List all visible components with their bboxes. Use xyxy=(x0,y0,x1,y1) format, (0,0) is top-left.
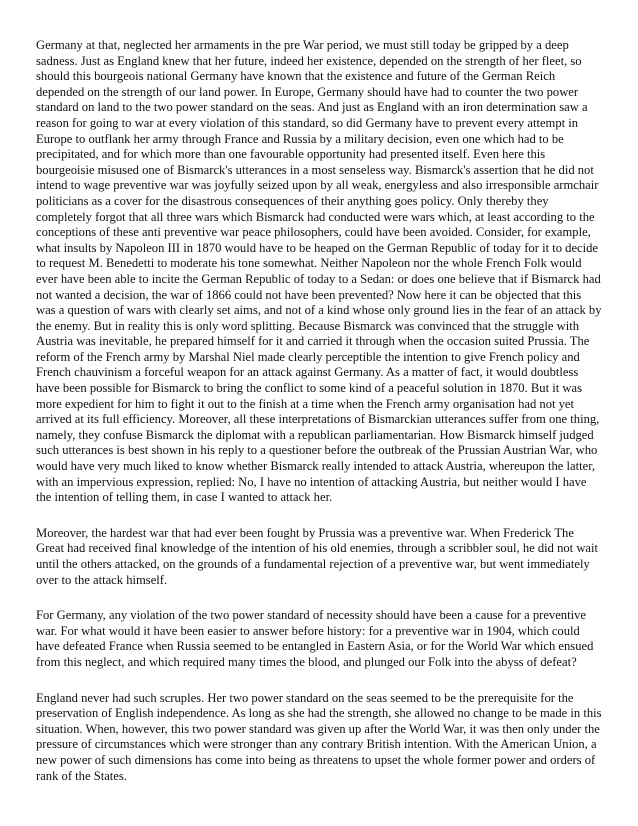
paragraph: Moreover, the hardest war that had ever been fought by Prussia was a preventive war. When Frederick The Great had received final knowledge of the intention of his old enemies, through a scribbler soul, he did not wait until the others attacked, on the grounds of a fundamental rejection of a preventive war, but went immediately over to the attack himself. xyxy=(36,525,599,587)
paragraph: Germany at that, neglected her armaments in the pre War period, we must still today be gripped by a deep sadness. Just as England knew that her future, indeed her existence, depended on the strength of her fleet, so should this bourgeois national Germany have known that the existence and future of the German Reich depended on the strength of our land power. In Europe, Germany should have had to counter the two power standard on land to the two power standard on the seas. And just as England with an iron determination saw a reason for going to war at every violation of this standard, so did Germany have to prevent every attempt in Europe to outflank her army through France and Russia by a military decision, even one which had to be precipitated, and for which more than one favourable opportunity had presented itself. Even here this bourgeoisie misused one of Bismarck's utterances in a most senseless way. Bismarck's assertion that he did not intend to wage preventive war was joyfully seized upon by all weak, energyless and also irresponsible armchair politicians as a cover for the disastrous consequences of their anything goes policy. Only thereby they completely forgot that all three wars which Bismarck had conducted were wars which, at least according to the conceptions of these anti preventive war peace philosophers, could have been avoided. Consider, for example, what insults by Napoleon III in 1870 would have to be heaped on the German Republic of today for it to decide to request M. Benedetti to moderate his tone somewhat. Neither Napoleon nor the whole French Folk would ever have been able to incite the German Republic of today to a Sedan: or does one believe that if Bismarck had not wanted a decision, the war of 1866 could not have been prevented? Now here it can be objected that this was a question of wars with clearly set aims, and not of a kind whose only ground lies in the fear of an attack by the enemy. But in reality this is only word splitting. Because Bismarck was convinced that the struggle with Austria was inevitable, he prepared himself for it and carried it through when the occasion suited Prussia. The reform of the French army by Marshal Niel made clearly perceptible the intention to give French policy and French chauvinism a forceful weapon for an attack against Germany. As a matter of fact, it would doubtless have been possible for Bismarck to bring the conflict to some kind of a peaceful solution in 1870. But it was more expedient for him to fight it out to the finish at a time when the French army organisation had not yet arrived at its full efficiency. Moreover, all these interpretations of Bismarckian utterances suffer from one thing, namely, they confuse Bismarck the diplomat with a republican parliamentarian. How Bismarck himself judged such utterances is best shown in his reply to a questioner before the outbreak of the Prussian Austrian War, who would have very much liked to know whether Bismarck really intended to attack Austria, whereupon the latter, with an impervious expression, replied: No, I have no intention of attacking Austria, but neither would I have the intention of telling them, in case I wanted to attack her. xyxy=(36,38,602,505)
document-page xyxy=(36,38,602,804)
paragraph: England never had such scruples. Her two power standard on the seas seemed to be the prerequisite for the preservation of English independence. As long as she had the strength, she allowed no change to be made in this situation. When, however, this two power standard was given up after the World War, it was then only under the pressure of circumstances which were stronger than any contrary British intention. With the American Union, a new power of such dimensions has come into being as threatens to upset the whole former power and orders of rank of the States. xyxy=(36,690,602,783)
paragraph: For Germany, any violation of the two power standard of necessity should have been a cause for a preventive war. For what would it have been easier to answer before history: for a preventive war in 1904, which could have defeated France when Russia seemed to be entangled in Eastern Asia, or for the World War which ensued from this neglect, and which required many times the blood, and plunged our Folk into the abyss of defeat? xyxy=(36,608,594,669)
